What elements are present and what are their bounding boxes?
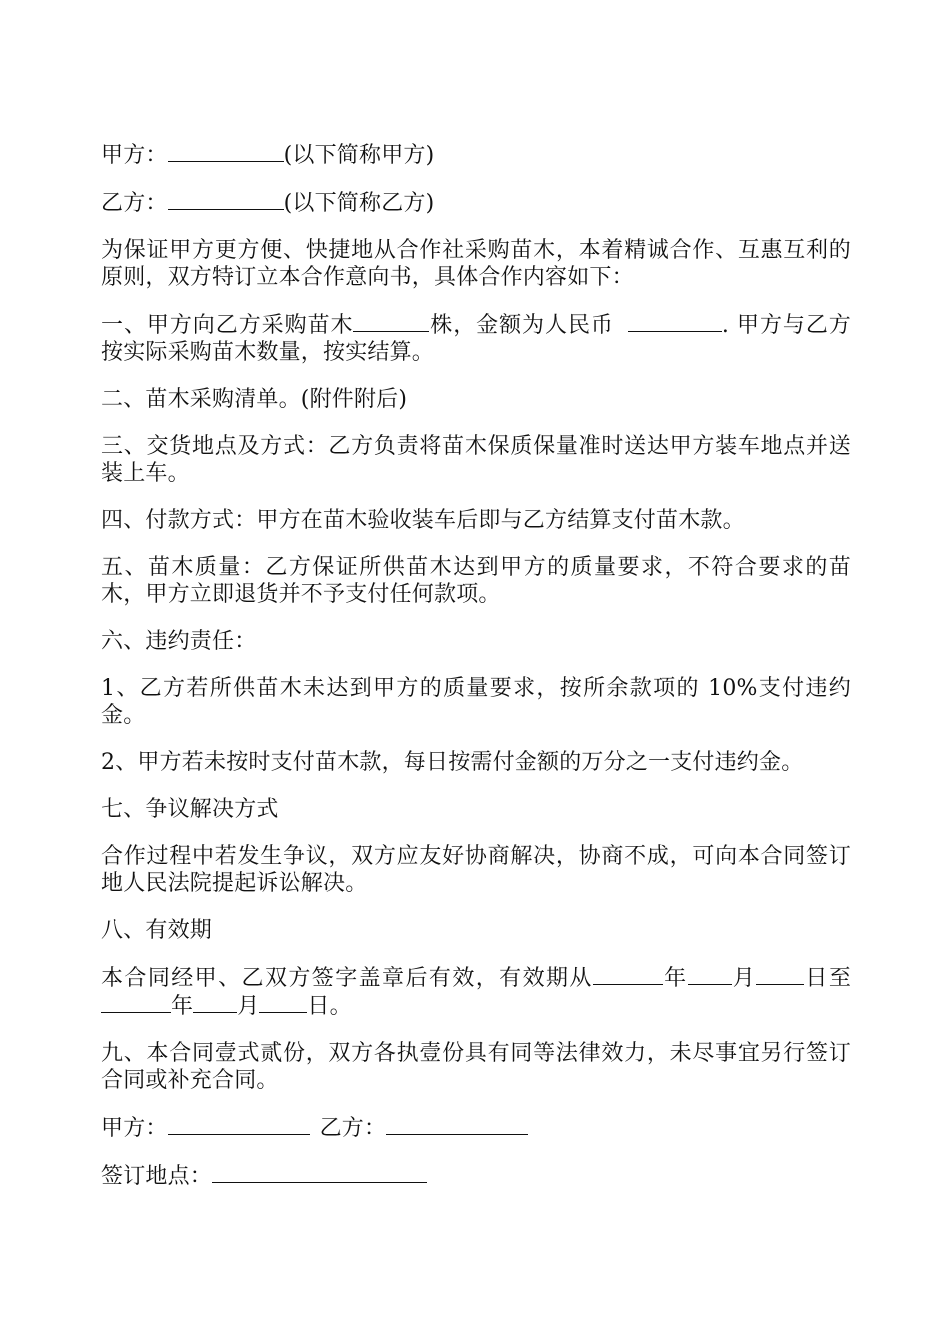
end-year-label: 年 <box>171 994 194 1019</box>
clause-8 <box>101 964 851 1020</box>
clause-8-text: 本合同经甲、乙双方签字盖章后有效，有效期从 <box>101 966 593 991</box>
signature-party-a-blank <box>168 1114 310 1135</box>
start-day-blank <box>756 964 804 985</box>
clause-2: 二、苗木采购清单。(附件附后) <box>101 387 408 412</box>
clause-3: 三、交货地点及方式：乙方负责将苗木保质保量准时送达甲方装车地点并送装上车。 <box>101 434 851 486</box>
end-month-label: 月 <box>237 994 260 1019</box>
clause-1-text-a: 一、甲方向乙方采购苗木 <box>101 313 354 338</box>
clause-9: 九、本合同壹式贰份，双方各执壹份具有同等法律效力，未尽事宜另行签订合同或补充合同。 <box>101 1041 851 1093</box>
clause-6-item-2: 2、甲方若未按时支付苗木款，每日按需付金额的万分之一支付违约金。 <box>101 750 804 775</box>
sign-place-label: 签订地点： <box>101 1164 213 1189</box>
party-b-suffix: (以下简称乙方) <box>283 191 435 216</box>
clause-1-text-b: 株，金额为人民币 <box>429 313 614 338</box>
month-label: 月 <box>731 966 757 991</box>
end-day-label: 日。 <box>307 994 352 1019</box>
signature-party-b-blank <box>386 1114 528 1135</box>
party-b-label: 乙方： <box>101 191 168 216</box>
amount-blank <box>628 311 722 332</box>
clause-1-text-c: . 甲方与乙方按实际采购苗木数量，按实结算。 <box>101 313 852 365</box>
clause-7-text: 合作过程中若发生争议，双方应友好协商解决，协商不成，可向本合同签订地人民法院提起诉讼解决。 <box>101 844 851 896</box>
clause-8-title: 八、有效期 <box>101 918 213 943</box>
party-b-blank <box>168 189 284 210</box>
contract-body <box>101 141 851 1210</box>
party-a-label: 甲方： <box>101 143 168 168</box>
party-a-line <box>101 141 851 169</box>
signature-line <box>101 1114 851 1142</box>
clause-7-title: 七、争议解决方式 <box>101 797 279 822</box>
signature-party-b-label: 乙方： <box>319 1116 387 1141</box>
sign-place-blank <box>212 1162 427 1183</box>
intro-paragraph: 为保证甲方更方便、快捷地从合作社采购苗木，本着精诚合作、互惠互利的原则，双方特订立本合作意向书，具体合作内容如下： <box>101 238 851 290</box>
clause-6-item-1: 1、乙方若所供苗木未达到甲方的质量要求，按所余款项的 10%支付违约金。 <box>101 676 851 728</box>
party-b-line <box>101 189 851 217</box>
end-year-blank <box>101 992 171 1013</box>
start-year-blank <box>593 964 663 985</box>
party-a-blank <box>168 141 284 162</box>
quantity-blank <box>353 311 429 332</box>
clause-4: 四、付款方式：甲方在苗木验收装车后即与乙方结算支付苗木款。 <box>101 508 745 533</box>
clause-6-title: 六、违约责任： <box>101 629 257 654</box>
clause-5: 五、苗木质量：乙方保证所供苗木达到甲方的质量要求，不符合要求的苗木，甲方立即退货并不予支付任何款项。 <box>101 555 851 607</box>
year-label: 年 <box>662 966 688 991</box>
day-to-label: 日至 <box>804 966 852 991</box>
signature-party-a-label: 甲方： <box>101 1116 168 1141</box>
party-a-suffix: (以下简称甲方) <box>283 143 435 168</box>
end-day-blank <box>259 992 307 1013</box>
start-month-blank <box>688 964 732 985</box>
end-month-blank <box>193 992 237 1013</box>
sign-place-line <box>101 1162 851 1190</box>
clause-1 <box>101 311 851 366</box>
